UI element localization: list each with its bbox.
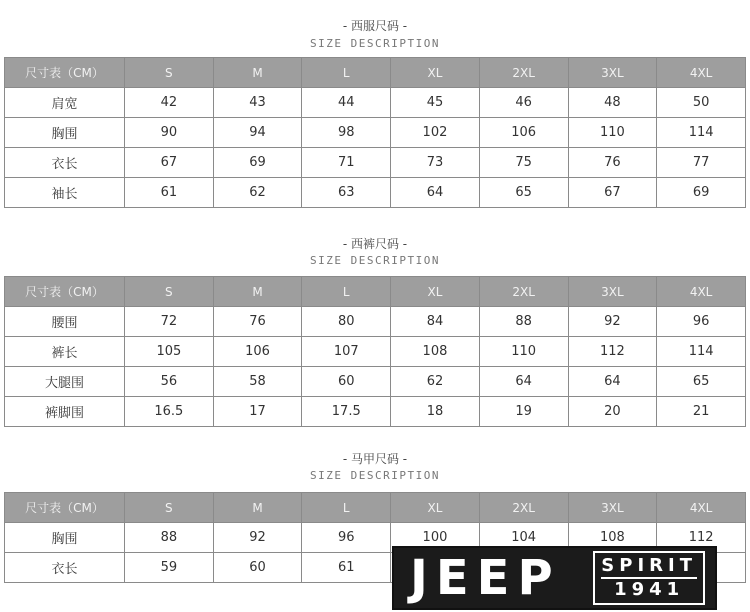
table-cell: 71 [302, 148, 391, 178]
trousers-size-title: - 西裤尺码 - [342, 237, 408, 251]
table-cell: 59 [125, 553, 214, 583]
table-cell: 75 [479, 148, 568, 178]
table-cell: 107 [302, 337, 391, 367]
table-cell: 102 [391, 118, 480, 148]
suit-size-subtitle: SIZE DESCRIPTION [310, 37, 440, 50]
table-row [5, 148, 746, 178]
table-cell: 98 [302, 118, 391, 148]
header-cell: M [213, 493, 302, 523]
table-cell: 88 [479, 307, 568, 337]
header-cell: XL [391, 493, 480, 523]
row-label: 裤脚围 [5, 397, 125, 427]
table-cell: 18 [391, 397, 480, 427]
row-label: 大腿围 [5, 367, 125, 397]
header-cell: L [302, 493, 391, 523]
table-cell: 92 [568, 307, 657, 337]
suit-size-title: - 西服尺码 - [342, 19, 408, 33]
table-cell: 106 [213, 337, 302, 367]
table-cell: 90 [125, 118, 214, 148]
row-label: 胸围 [5, 523, 125, 553]
table-cell: 100 [391, 523, 480, 553]
trousers-size-subtitle: SIZE DESCRIPTION [310, 254, 440, 267]
header-cell: 2XL [479, 58, 568, 88]
table-row [5, 337, 746, 367]
table-cell: 60 [213, 553, 302, 583]
table-row [5, 178, 746, 208]
table-cell: 114 [657, 118, 746, 148]
table-cell: 61 [125, 178, 214, 208]
table-cell: 63 [302, 178, 391, 208]
logo-badge [593, 551, 705, 605]
table-cell: 48 [568, 88, 657, 118]
table-cell: 46 [479, 88, 568, 118]
table-cell: 88 [125, 523, 214, 553]
row-label: 袖长 [5, 178, 125, 208]
vest-size-title: - 马甲尺码 - [342, 452, 408, 466]
table-cell: 64 [479, 367, 568, 397]
table-cell: 69 [213, 148, 302, 178]
header-cell: L [302, 58, 391, 88]
table-row [5, 88, 746, 118]
table-cell: 108 [568, 523, 657, 553]
table-cell: 69 [657, 178, 746, 208]
table-cell: 42 [125, 88, 214, 118]
table-cell: 80 [302, 307, 391, 337]
table-cell: 94 [213, 118, 302, 148]
table-cell: 110 [479, 337, 568, 367]
table-row [5, 118, 746, 148]
header-cell: 4XL [657, 277, 746, 307]
table-cell: 62 [391, 367, 480, 397]
table-cell: 96 [657, 307, 746, 337]
table-cell: 67 [568, 178, 657, 208]
trousers-size-table [4, 276, 746, 427]
table-cell: 72 [125, 307, 214, 337]
table-cell: 105 [125, 337, 214, 367]
row-label: 衣长 [5, 553, 125, 583]
row-label: 肩宽 [5, 88, 125, 118]
row-label: 胸围 [5, 118, 125, 148]
logo-spirit-text: SPIRIT [601, 555, 697, 576]
table-cell: 64 [568, 367, 657, 397]
table-cell: 67 [125, 148, 214, 178]
table-cell: 104 [479, 523, 568, 553]
table-cell: 65 [479, 178, 568, 208]
table-cell: 110 [568, 118, 657, 148]
table-cell: 114 [657, 337, 746, 367]
header-cell: XL [391, 277, 480, 307]
table-cell: 92 [213, 523, 302, 553]
table-cell: 77 [657, 148, 746, 178]
table-cell: 65 [657, 367, 746, 397]
table-cell: 19 [479, 397, 568, 427]
row-label: 腰围 [5, 307, 125, 337]
header-cell: M [213, 58, 302, 88]
table-cell: 76 [213, 307, 302, 337]
table-cell: 60 [302, 367, 391, 397]
table-cell: 17 [213, 397, 302, 427]
table-cell: 43 [213, 88, 302, 118]
table-cell: 62 [213, 178, 302, 208]
table-cell: 45 [391, 88, 480, 118]
table-cell: 44 [302, 88, 391, 118]
table-cell: 17.5 [302, 397, 391, 427]
table-cell: 73 [391, 148, 480, 178]
logo-year-text: 1941 [614, 579, 685, 600]
header-cell: 尺寸表（CM） [5, 58, 125, 88]
table-header-row [5, 58, 746, 88]
table-cell: 108 [391, 337, 480, 367]
table-cell: 84 [391, 307, 480, 337]
table-cell: 112 [568, 337, 657, 367]
table-header-row [5, 493, 746, 523]
row-label: 衣长 [5, 148, 125, 178]
vest-size-subtitle: SIZE DESCRIPTION [310, 469, 440, 482]
table-cell: 16.5 [125, 397, 214, 427]
table-cell: 20 [568, 397, 657, 427]
table-cell: 76 [568, 148, 657, 178]
table-cell: 21 [657, 397, 746, 427]
header-cell: 尺寸表（CM） [5, 493, 125, 523]
table-cell: 50 [657, 88, 746, 118]
header-cell: XL [391, 58, 480, 88]
table-cell: 61 [302, 553, 391, 583]
table-cell: 56 [125, 367, 214, 397]
header-cell: 4XL [657, 58, 746, 88]
header-cell: 3XL [568, 58, 657, 88]
header-cell: S [125, 58, 214, 88]
table-header-row [5, 277, 746, 307]
header-cell: L [302, 277, 391, 307]
header-cell: 2XL [479, 277, 568, 307]
table-cell: 96 [302, 523, 391, 553]
header-cell: 3XL [568, 277, 657, 307]
logo-brand-text: JEEP [410, 550, 561, 606]
header-cell: 4XL [657, 493, 746, 523]
row-label: 裤长 [5, 337, 125, 367]
header-cell: 3XL [568, 493, 657, 523]
table-row [5, 397, 746, 427]
table-cell: 112 [657, 523, 746, 553]
suit-size-table [4, 57, 746, 208]
table-cell: 58 [213, 367, 302, 397]
jeep-spirit-logo [392, 546, 717, 610]
header-cell: M [213, 277, 302, 307]
table-cell: 64 [391, 178, 480, 208]
header-cell: 2XL [479, 493, 568, 523]
header-cell: 尺寸表（CM） [5, 277, 125, 307]
table-row [5, 367, 746, 397]
header-cell: S [125, 493, 214, 523]
table-row [5, 307, 746, 337]
header-cell: S [125, 277, 214, 307]
table-cell: 106 [479, 118, 568, 148]
